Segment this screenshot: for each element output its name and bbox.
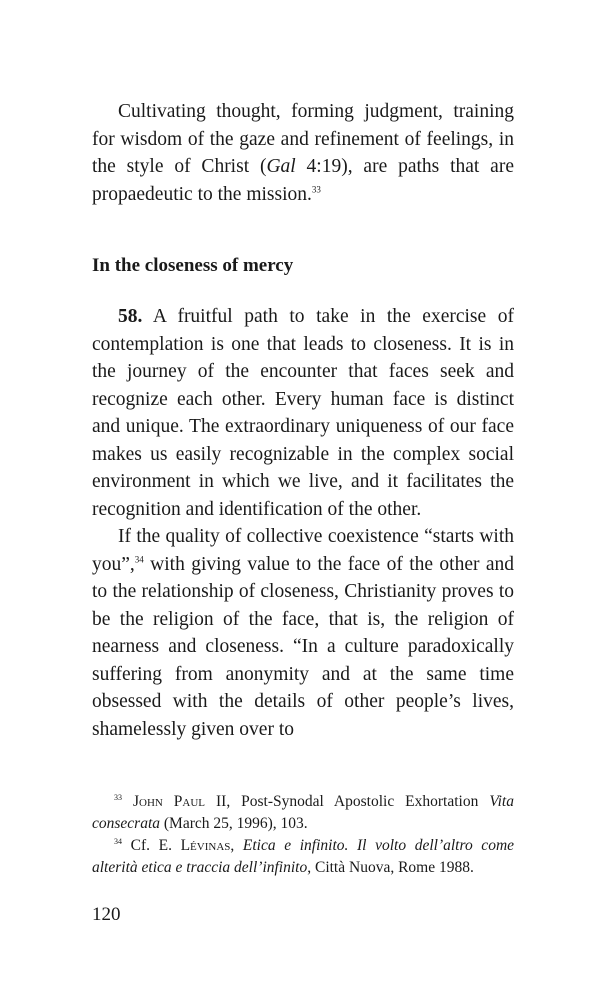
paragraph-1	[92, 98, 514, 208]
footnote-ref-34: 34	[134, 554, 144, 564]
paragraph-number: 58.	[118, 306, 143, 327]
section-heading: In the closeness of mercy	[92, 255, 294, 276]
footnote-text-end: (March 25, 1996), 103.	[160, 815, 308, 832]
main-text	[92, 98, 514, 743]
footnote-author: Lévinas	[180, 837, 231, 854]
paragraph-3-text-end: with giving value to the face of the other and to the relationship of closeness, Christianity proves to be the religion of the face, that is, the religion of nearness and closeness. “In a culture paradoxically suffering from anonymity and at the same time obsessed with the details of other people’s lives, shamelessly given over to	[92, 553, 514, 740]
footnote-title: Etica e infinito. Il volto dell’altro come alterità etica e traccia dell’infinito	[92, 837, 515, 876]
footnote-text-end: , Città Nuova, Rome 1988.	[307, 859, 474, 876]
footnote-separator: ,	[230, 837, 243, 854]
footnote-mark: 33	[114, 792, 122, 802]
footnotes	[92, 791, 514, 879]
paragraph-1-text-end: 4:19), are paths that are propaedeutic to the mission.	[92, 156, 514, 205]
footnote-text: , Post-Synodal Apostolic Exhortation	[226, 793, 490, 810]
footnote-title: Vita consecrata	[92, 793, 514, 832]
footnote-34	[92, 835, 514, 879]
paragraph-2	[92, 303, 514, 523]
paragraph-2-text: A fruitful path to take in the exercise of contemplation is one that leads to closeness. It is in the journey of the encounter that faces seek and recognize each other. Every human face is distinct and unique. The extraordinary uniqueness of our face makes us easily recognizable in the complex social environment in which we live, and it facilitates the recognition and identification of the other.	[92, 306, 514, 520]
footnote-prefix: Cf. E.	[130, 837, 181, 854]
footnote-ref-33: 33	[311, 184, 321, 194]
scripture-ref: Gal	[266, 156, 296, 177]
footnote-author: John Paul II	[132, 793, 227, 810]
paragraph-3-text: If the quality of collective coexistence “starts with you”,	[92, 526, 514, 575]
footnote-33	[92, 791, 514, 835]
paragraph-3	[92, 523, 514, 743]
paragraph-1-text: Cultivating thought, forming judgment, training for wisdom of the gaze and refinement of feelings, in the style of Christ (	[92, 101, 514, 177]
footnote-mark: 34	[114, 836, 122, 846]
page-number: 120	[92, 904, 121, 925]
